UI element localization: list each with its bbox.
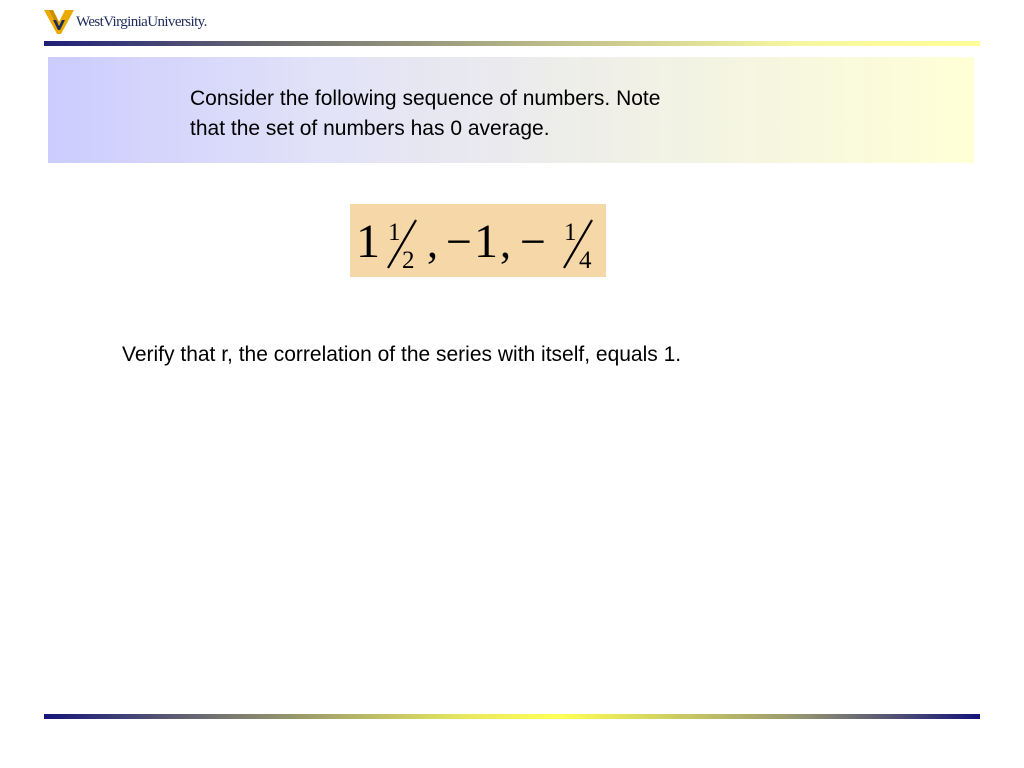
bottom-divider: [44, 714, 980, 719]
formula-box: [350, 204, 606, 277]
term-3-sign: −: [520, 216, 546, 267]
term-2-whole: 1: [474, 215, 498, 268]
sequence-formula: [350, 204, 606, 277]
term-1-numerator: 1: [388, 219, 401, 246]
separator-2: ,: [500, 218, 511, 267]
body-text: Verify that r, the correlation of the series with itself, equals 1.: [122, 343, 682, 366]
logo-wordmark: WestVirginiaUniversity.: [76, 13, 207, 30]
term-3-numerator: 1: [564, 219, 577, 246]
university-logo: [44, 8, 207, 36]
term-3-denominator: 4: [579, 247, 592, 274]
header-panel: [48, 57, 974, 163]
term-1-whole: 1: [356, 215, 380, 268]
header-text: Consider the following sequence of numbers. Note that the set of numbers has 0 average.: [190, 87, 661, 140]
flying-wv-icon: [44, 8, 74, 36]
term-1-denominator: 2: [402, 247, 415, 274]
top-divider: [44, 41, 980, 46]
term-2-sign: −: [446, 216, 472, 267]
separator-1: ,: [427, 218, 438, 267]
